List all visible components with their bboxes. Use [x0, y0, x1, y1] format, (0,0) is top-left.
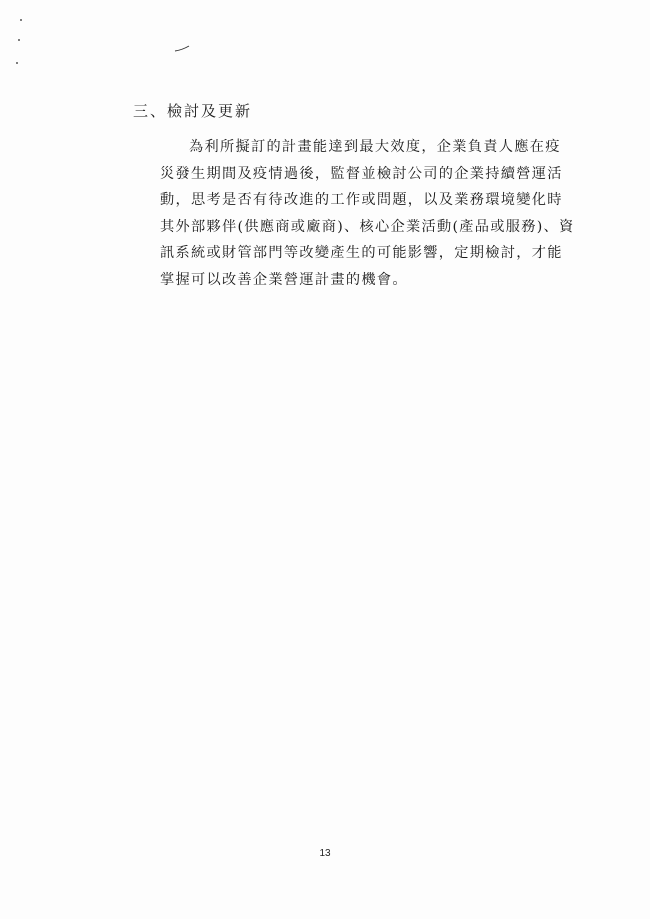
scan-speck: [16, 62, 18, 64]
body-paragraph: [160, 134, 575, 293]
page-number: 13: [319, 848, 331, 859]
section-heading: 三、檢討及更新: [133, 102, 253, 120]
paragraph-line: 訊系統或財管部門等改變產生的可能影響，定期檢討，才能: [160, 245, 563, 261]
scan-speck: [20, 19, 22, 21]
paragraph-line: 災發生期間及疫情過後，監督並檢討公司的企業持續營運活: [160, 165, 563, 182]
pen-mark: [174, 44, 190, 54]
paragraph-line: 掌握可以改善企業營運計畫的機會。: [160, 271, 408, 288]
paragraph-line: 動，思考是否有待改進的工作或問題，以及業務環境變化時: [160, 192, 563, 208]
scan-speck: [18, 39, 20, 41]
paragraph-line: 為利所擬訂的計畫能達到最大效度，企業負責人應在疫: [189, 139, 561, 155]
paragraph-line: 其外部夥伴(供應商或廠商)、核心企業活動(產品或服務)、資: [160, 218, 575, 235]
